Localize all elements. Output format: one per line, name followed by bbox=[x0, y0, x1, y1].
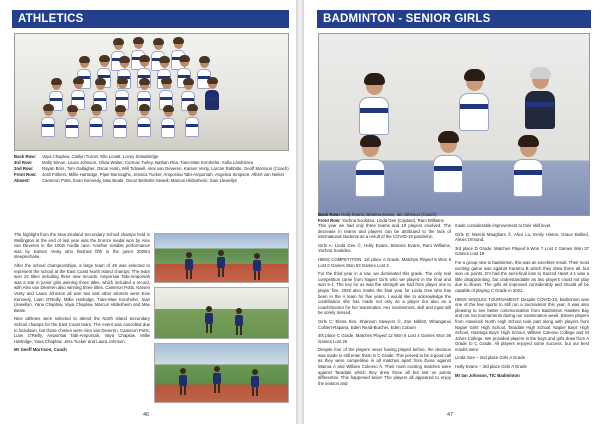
page-number: 46 bbox=[143, 412, 150, 418]
article-paragraph: Despite four of the players never having played before, the decision was made to still enter them in C Grade. This proved to be a good call as they were competitive in all matches apart from those against Wairoa A and William Colenso A. Their most exciting matches were against Taradale which they drew three all but lost on points differential. This happened twice! The players all appeared to enjoy the season and bbox=[318, 347, 451, 386]
roster-label: Back Row: bbox=[14, 154, 36, 159]
coach bbox=[525, 70, 555, 129]
athletics-team-photo bbox=[14, 33, 289, 151]
article-paragraph: 4th place C Grade. Matches Played 12 Won 6 Lost 4 Games Won 36 Games Lost 26 bbox=[318, 333, 451, 344]
athlete bbox=[253, 253, 261, 280]
badminton-caption bbox=[318, 212, 590, 223]
left-page bbox=[0, 0, 296, 424]
caption-label: Back Row: bbox=[318, 212, 340, 217]
athlete bbox=[213, 366, 221, 393]
article-paragraph: Girls D: Mereiti Maugham ©, Alice Lu, Emily Hinton, Grace Bullied, Alexis Ormond. bbox=[455, 231, 589, 243]
article-paragraph: For the third year in a row, we dominated this grade. The only real competition came from Napier Girls who we played in the final and won 5-1. The key for us was the strength we had from player one to player five. 2020 also marks the final year for Linda Gee who has been in the A team for five years. I would like to acknowledge the contribution she has made not only as a player but also as a coach/mentor for her teammates. Her involvement, skill and input will be sorely missed. bbox=[318, 271, 451, 316]
page-number: 47 bbox=[447, 412, 454, 418]
article-credit: Mr Geoff Morrison, Coach bbox=[14, 347, 67, 353]
team-member bbox=[41, 106, 55, 137]
article-paragraph: 3rd place D Grade. Matches Played 9 Won 7 Lost 2 Games Won 37 Games Lost 19 bbox=[455, 245, 589, 257]
team-member bbox=[185, 106, 199, 137]
roster-label: 2nd Row: bbox=[14, 165, 34, 171]
article-paragraph: Girls A: Linda Gee ©, Holly Evans, Brianna Evans, Rani Williams, Yachna Sookdeo. bbox=[318, 242, 451, 254]
article-paragraph: HBSS COMPETITION: 1st place A Grade. Matches Played 8 Won 8 Lost 0 Games Won 63 Games Lost 3 bbox=[318, 256, 451, 268]
team-member bbox=[137, 106, 151, 137]
roster-label: Absent: bbox=[14, 177, 30, 183]
athlete bbox=[217, 250, 225, 277]
article-paragraph: This year we had only three teams and 10 players involved. The decrease in teams and players can be attributed to the lack of international students as a result of the COVID-19 pandemic. bbox=[318, 223, 451, 240]
book-gutter bbox=[296, 0, 304, 424]
athlete bbox=[235, 308, 243, 335]
athlete bbox=[205, 306, 213, 333]
result-line: Holly Evans – 3rd place Girls A Grade bbox=[455, 364, 527, 370]
team-member bbox=[513, 138, 543, 197]
article-paragraph: After the school championships, a large team of 49 was selected to represent the school at the East Coast North Island champs. The team won 22 titles including three new records. Amporsiai Tabi-Amporsah was a star in junior girls winning three titles, which included a record, with Alex van Deveren also winning three titles. Cameron Potts, Karsen Vesty and Laura Johnson all won two and other winners were Evie Kennedy, Liam O'Reilly, Millie Hartridge, Tiare-Mae Korohehe, Sian Llewellyn, Yana Chaplow, Vaya Chaplow, Marcus Hildesheim and Max Beale. bbox=[14, 262, 150, 313]
athletics-article bbox=[14, 232, 150, 356]
article-paragraph: made considerable improvement to their skill level. bbox=[455, 223, 552, 228]
badminton-article-column-1 bbox=[318, 223, 451, 389]
article-credit: Mr Ian Johnson, TIC Badminton bbox=[455, 372, 520, 378]
badminton-team-photo bbox=[318, 33, 590, 216]
athletics-roster bbox=[14, 154, 290, 184]
caption-label: Front Row: bbox=[318, 217, 341, 223]
team-member bbox=[113, 107, 127, 138]
article-paragraph: The highlight from the New Zealand Secondary School champs held in Wellington at the end of last year was the bronze medal won by Alex van Deveren in the 100m hurdle race. Another notable performance was by Karsen Vesty who finished fifth in the junior 2000m steeplechase. bbox=[14, 232, 150, 260]
roster-names: Molly Simon, Laura Johnson, Olivia Walter, Cormac Turley, Nathan Rea, Tiare-Mae Korohehe, Sofia Lambrineo bbox=[42, 159, 254, 165]
hurdles-action-photo bbox=[154, 233, 289, 283]
athlete bbox=[251, 369, 259, 396]
article-paragraph: Nine athletes were selected to attend the North Island Secondary School champs for the East Coast team. The event was cancelled due to lockdown, but those chosen were Alex van Deveren, Cameron Potts, Liam O'Reilly, Amporsiai Tabi-Amporsah, Vaya Chaplow, Millie Hartridge, Yana Chaplow, Jess Tucker and Laura Johnson. bbox=[14, 316, 150, 344]
roster-names: Josh Folkers, Millie Hartridge, Piper Burroughs, Jessica Tucker, Amporsiai Tabi-Amporsah, Angelica Simpson, Albert van Nieker bbox=[42, 171, 285, 177]
roster-names: Vaya Chaplow, Caitlyn Turner, Elle Lovatt, Locey Strawbridge bbox=[42, 154, 159, 159]
roster-names: Rayan Brirs, Tom Gallagher, Oscar Holm, Will Tidswell, Alex van Deveren, Karsen Vesty, Lorcan Rabbitte, Geoff Morrison (Coach) bbox=[42, 165, 289, 171]
article-paragraph: For a group new to badminton, this was an excellent result. Their most exciting game was against Karamu B which they drew three all, but won on points. D's had the semi-final loss to Sacred Heart 4-1 was a little disappointing, but understandable as two players could not play due to illness. The girls all improved considerably and should all be capable of playing C Grade in 2021. bbox=[455, 259, 589, 293]
coach bbox=[205, 79, 219, 110]
roster-row bbox=[14, 178, 290, 184]
team-member bbox=[89, 106, 103, 137]
section-title-badminton: BADMINTON - SENIOR GIRLS bbox=[317, 10, 591, 28]
team-member bbox=[459, 72, 489, 131]
team-member bbox=[359, 76, 389, 135]
team-member bbox=[161, 107, 175, 138]
athlete bbox=[185, 252, 193, 279]
roster-label: Front Row: bbox=[14, 171, 37, 177]
relay-action-photo bbox=[154, 343, 289, 403]
team-member bbox=[433, 134, 463, 193]
roster-names: Cameron Potts, Evan Kennedy, Max Beale, Oscar Berkahn-Sewell, Marcus Hildesheim, Sian Llewellyn bbox=[42, 177, 238, 183]
badminton-article-column-2 bbox=[455, 223, 589, 381]
caption-names: Holly Evans, Brianna Evans, Ian Johnson (Coach) bbox=[341, 212, 437, 217]
article-paragraph: HBSS SINGLES TOURNAMENT: Despite COVID-19, badminton was one of the few sports to still run a tournament this year. It was also pleasing to see better communication from Badminton Hawkes Bay and not run tournaments during our examination week. Eleven players from Havelock North High School took part along with players from Napier Girls' High School, Taradale High School, Napier Boys' High School, Hastings Boys' High School, William Colenso College and St Johns College. We provided players in the boys and girls draw from A Grade to C Grade. All players enjoyed some success, but our best results were: bbox=[455, 296, 589, 352]
sprint-action-photo bbox=[154, 287, 289, 339]
right-page bbox=[304, 0, 600, 424]
team-member bbox=[355, 138, 385, 197]
result-line: Linda Gee – 2nd place Girls A Grade bbox=[455, 355, 525, 361]
section-title-athletics: ATHLETICS bbox=[12, 10, 289, 28]
athlete bbox=[179, 368, 187, 395]
article-paragraph: Girls C: Elena Kim, Shannon Sawyers ©, Zoe Niblett, Whanganui Colbert-Rapana, Eden Read-Butcher, Eden Coburn bbox=[318, 318, 451, 330]
caption-names: Yachna Sookdeo, Linda Gee (Captain), Rani Williams bbox=[341, 217, 444, 223]
roster-label: 3rd Row: bbox=[14, 159, 33, 165]
team-member bbox=[65, 107, 79, 138]
